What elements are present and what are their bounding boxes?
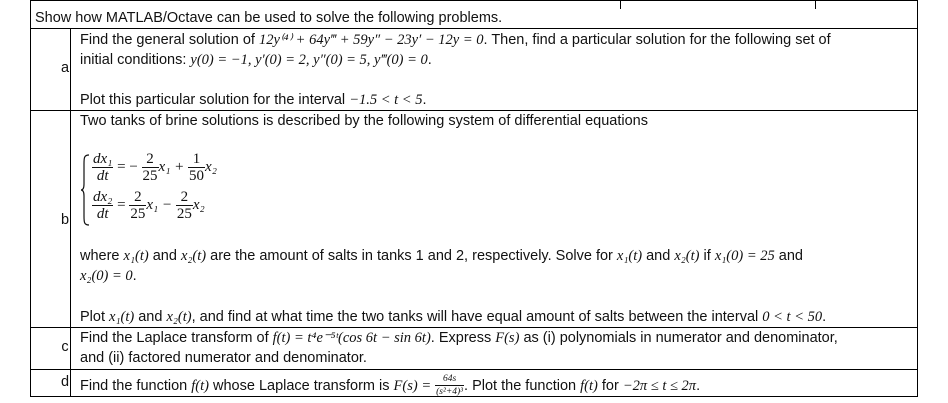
row-label-d: d — [60, 374, 70, 390]
math: x₁(t) — [123, 248, 149, 264]
row-b-plot — [80, 308, 826, 326]
math: 0 < t < 50 — [762, 309, 823, 325]
text: if — [699, 248, 715, 264]
denominator: dt — [96, 168, 109, 184]
lhs-fraction — [92, 152, 113, 183]
initial-conditions: y(0) = −1, y′(0) = 2, y″(0) = 5, y‴(0) = 0 — [190, 52, 428, 68]
numerator: 2 — [134, 189, 142, 205]
text: . — [696, 378, 701, 394]
text: Find the Laplace transform of — [80, 330, 273, 346]
row-c-line-1 — [80, 329, 838, 347]
header-text: Show how MATLAB/Octave can be used to solve the following problems. — [35, 10, 503, 26]
operator: = — [117, 196, 126, 213]
text: . — [427, 52, 432, 68]
row-b-divider — [30, 327, 918, 328]
header-divider — [30, 28, 918, 29]
denominator: 25 — [176, 206, 192, 222]
text: are the amount of salts in tanks 1 and 2, respectively. Solve for — [206, 248, 617, 264]
left-brace-icon — [80, 154, 90, 226]
denominator: (s²+4)³ — [436, 387, 464, 397]
text: initial conditions: — [80, 52, 191, 68]
text: , and find at what time the two tanks will have equal amount of salts between the interval — [191, 309, 763, 325]
ode-equation: 12y⁽⁴⁾ + 64y‴ + 59y″ − 23y′ − 12y = 0 — [258, 32, 484, 48]
text: . — [132, 268, 137, 284]
numerator: 2 — [180, 189, 189, 205]
math: x₂(t) — [166, 309, 192, 325]
coef-fraction-1 — [142, 152, 159, 183]
text: . — [822, 309, 827, 325]
text: . Express — [430, 330, 496, 346]
right-border — [917, 0, 918, 397]
math: x₁(t) — [616, 248, 643, 264]
math: x₂(0) = 0 — [80, 268, 133, 284]
variable: x₂ — [192, 196, 205, 213]
interval: −1.5 < t < 5 — [349, 92, 423, 108]
numerator: 64s — [442, 374, 457, 384]
denominator: 50 — [189, 168, 205, 184]
text: for — [597, 378, 623, 394]
math: −2π ≤ t ≤ 2π — [622, 378, 697, 394]
coef-fraction-1 — [129, 190, 146, 221]
denominator: dt — [96, 206, 109, 222]
math: x₂(t) — [180, 248, 207, 264]
equation-2 — [92, 190, 205, 221]
text: whose Laplace transform is — [208, 378, 394, 394]
coef-fraction-2 — [188, 152, 205, 183]
row-label-a: a — [60, 60, 70, 76]
top-border — [30, 0, 918, 1]
row-a-divider — [30, 110, 918, 111]
text: Find the function — [80, 378, 192, 394]
text: and — [148, 248, 181, 264]
text: and — [134, 309, 167, 325]
math: F(s) = — [393, 378, 432, 394]
row-d-line-1 — [80, 374, 700, 397]
text: Find the general solution of — [80, 32, 259, 48]
text: and — [642, 248, 675, 264]
text: where — [80, 248, 124, 264]
text: . Plot the function — [464, 378, 581, 394]
row-c-divider — [30, 369, 918, 370]
text: . — [422, 92, 427, 108]
math: f(t) — [191, 378, 209, 394]
denominator: 25 — [142, 168, 158, 184]
header-tick-2 — [815, 0, 816, 9]
coef-fraction-2 — [176, 190, 193, 221]
math: x₂(t) — [674, 248, 700, 264]
variable: x₁ − — [146, 196, 173, 213]
math: x₁(0) = 25 — [714, 248, 775, 264]
row-a-line-2 — [80, 51, 432, 69]
variable: x₂ — [205, 158, 217, 175]
header-tick-1 — [620, 0, 621, 9]
row-b-where-1 — [80, 247, 803, 265]
row-b-where-2 — [80, 267, 137, 285]
math: f(t) — [580, 378, 598, 394]
text: . Then, find a particular solution for the following set of — [483, 32, 831, 48]
text: Plot this particular solution for the interval — [80, 92, 350, 108]
equation-1 — [92, 152, 217, 183]
numerator: 1 — [192, 151, 201, 167]
math: f(t) = t⁴e⁻⁵ᵗ(cos 6t − sin 6t) — [272, 330, 431, 346]
math: x₁(t) — [109, 309, 135, 325]
row-b-intro: Two tanks of brine solutions is described by the following system of differential equations — [80, 113, 648, 129]
text: Plot — [80, 309, 110, 325]
differential-system — [80, 152, 300, 228]
text: and — [774, 248, 803, 264]
denominator: 25 — [130, 206, 146, 222]
operator: = − — [117, 158, 138, 175]
row-label-c: c — [61, 339, 69, 355]
numerator: dx₂ — [93, 189, 113, 205]
numerator: dx₁ — [93, 151, 113, 167]
row-c-line-2: and (ii) factored numerator and denominator. — [80, 350, 367, 366]
math: F(s) — [495, 330, 520, 346]
row-label-b: b — [60, 212, 70, 228]
row-a-line-3 — [80, 91, 426, 109]
lhs-fraction — [92, 190, 113, 221]
row-a-line-1 — [80, 31, 831, 49]
text: as (i) polynomials in numerator and denominator, — [519, 330, 838, 346]
laplace-fraction — [435, 374, 464, 397]
variable: x₁ + — [158, 158, 185, 175]
numerator: 2 — [146, 151, 154, 167]
